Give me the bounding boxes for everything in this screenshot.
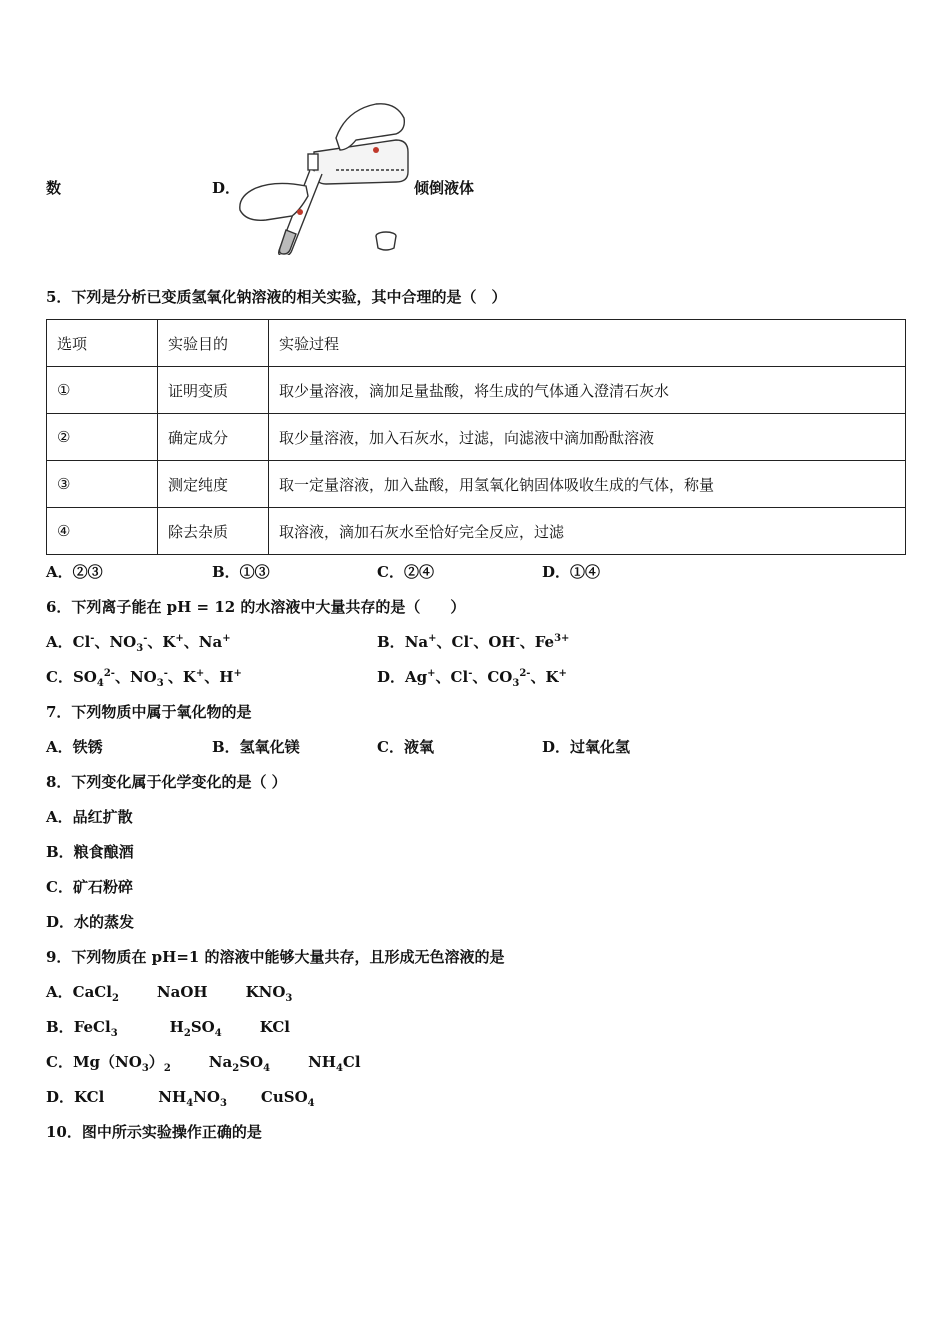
table-cell: ③ (47, 461, 158, 508)
q8-stem: 8．下列变化属于化学变化的是（ ） (46, 773, 287, 791)
q6-option-b: B．Na+、Cl-、OH-、$Fe^{3+}$ (377, 633, 570, 651)
q9-option-d: D．KCl $NH_4NO_3$ CuSO$_4$ (46, 1088, 315, 1109)
table-cell: ④ (47, 508, 158, 555)
table-cell: 取一定量溶液，加入盐酸，用氢氧化钠固体吸收生成的气体，称量 (269, 461, 906, 508)
table-row (47, 414, 906, 461)
option-prefix: A． (46, 633, 73, 651)
q8-option-b: B．粮食酿酒 (46, 843, 134, 861)
q6-stem: 6．下列离子能在 pH = 12 的水溶液中大量共存的是（ ） (46, 598, 466, 616)
table-cell: 取少量溶液，加入石灰水，过滤，向滤液中滴加酚酞溶液 (269, 414, 906, 461)
q8-option-c: C．矿石粉碎 (46, 878, 133, 896)
bottle-stopper-icon (376, 232, 396, 250)
q9-stem: 9．下列物质在 pH=1 的溶液中能够大量共存，且形成无色溶液的是 (46, 948, 505, 966)
option-prefix: A． (46, 983, 73, 1001)
q9-option-b: B．FeCl$_3$ $H_2SO_4$ KCl (46, 1018, 290, 1039)
reagent-bottle-icon (308, 140, 408, 184)
table-cell: 证明变质 (158, 367, 269, 414)
q5-stem: 5．下列是分析已变质氢氧化钠溶液的相关实验，其中合理的是（ ） (46, 288, 507, 306)
table-header-cell: 实验目的 (158, 320, 269, 367)
q7-option-c: C．液氧 (377, 738, 434, 756)
q7-stem: 7．下列物质中属于氧化物的是 (46, 703, 252, 721)
q4-left-text: 数 (46, 179, 62, 197)
table-cell: 取少量溶液，滴加足量盐酸，将生成的气体通入澄清石灰水 (269, 367, 906, 414)
table-cell: 确定成分 (158, 414, 269, 461)
pouring-liquid-illustration (236, 100, 416, 255)
q4-option-d-label: D． (212, 179, 241, 197)
q9-option-c: C．$Mg(NO_3)_2$ $Na_2SO_4$ $NH_4Cl$ (46, 1053, 361, 1074)
option-prefix: C． (46, 1053, 73, 1071)
q5-option-a: A．②③ (46, 563, 103, 581)
option-prefix: B． (46, 1018, 74, 1036)
table-cell: ① (47, 367, 158, 414)
q5-option-b: B．①③ (212, 563, 270, 581)
table-header-cell: 选项 (47, 320, 158, 367)
table-cell: 取溶液，滴加石灰水至恰好完全反应，过滤 (269, 508, 906, 555)
table-row (47, 367, 906, 414)
option-prefix: D． (46, 1088, 75, 1106)
table-header-cell: 实验过程 (269, 320, 906, 367)
table-cell: 测定纯度 (158, 461, 269, 508)
q8-option-a: A．品红扩散 (46, 808, 133, 826)
q6-option-c: C．$SO_4^{2-}$、$NO_3^-$、K+、H+ (46, 668, 242, 689)
q5-option-d: D．①④ (542, 563, 601, 581)
q6-option-d: D．Ag+、Cl-、$CO_3^{2-}$、K+ (377, 668, 567, 689)
q7-option-b: B．氢氧化镁 (212, 738, 300, 756)
table-header-row (47, 320, 906, 367)
q9-option-a: A．CaCl$_2$ NaOH $KNO_3$ (46, 983, 293, 1004)
table-cell: 除去杂质 (158, 508, 269, 555)
q6-option-a: A．Cl-、$NO_3^-$、K+、Na+ (46, 633, 231, 654)
table-row (47, 508, 906, 555)
q5-table (46, 319, 906, 555)
q10-stem: 10．图中所示实验操作正确的是 (46, 1123, 262, 1141)
q5-option-c: C．②④ (377, 563, 434, 581)
option-prefix: D． (377, 668, 406, 686)
option-prefix: B． (377, 633, 405, 651)
q8-option-d: D．水的蒸发 (46, 913, 135, 931)
option-prefix: C． (46, 668, 73, 686)
q4-option-d-text: 倾倒液体 (414, 179, 475, 197)
q7-option-d: D．过氧化氢 (542, 738, 631, 756)
table-row (47, 461, 906, 508)
q7-option-a: A．铁锈 (46, 738, 103, 756)
table-cell: ② (47, 414, 158, 461)
